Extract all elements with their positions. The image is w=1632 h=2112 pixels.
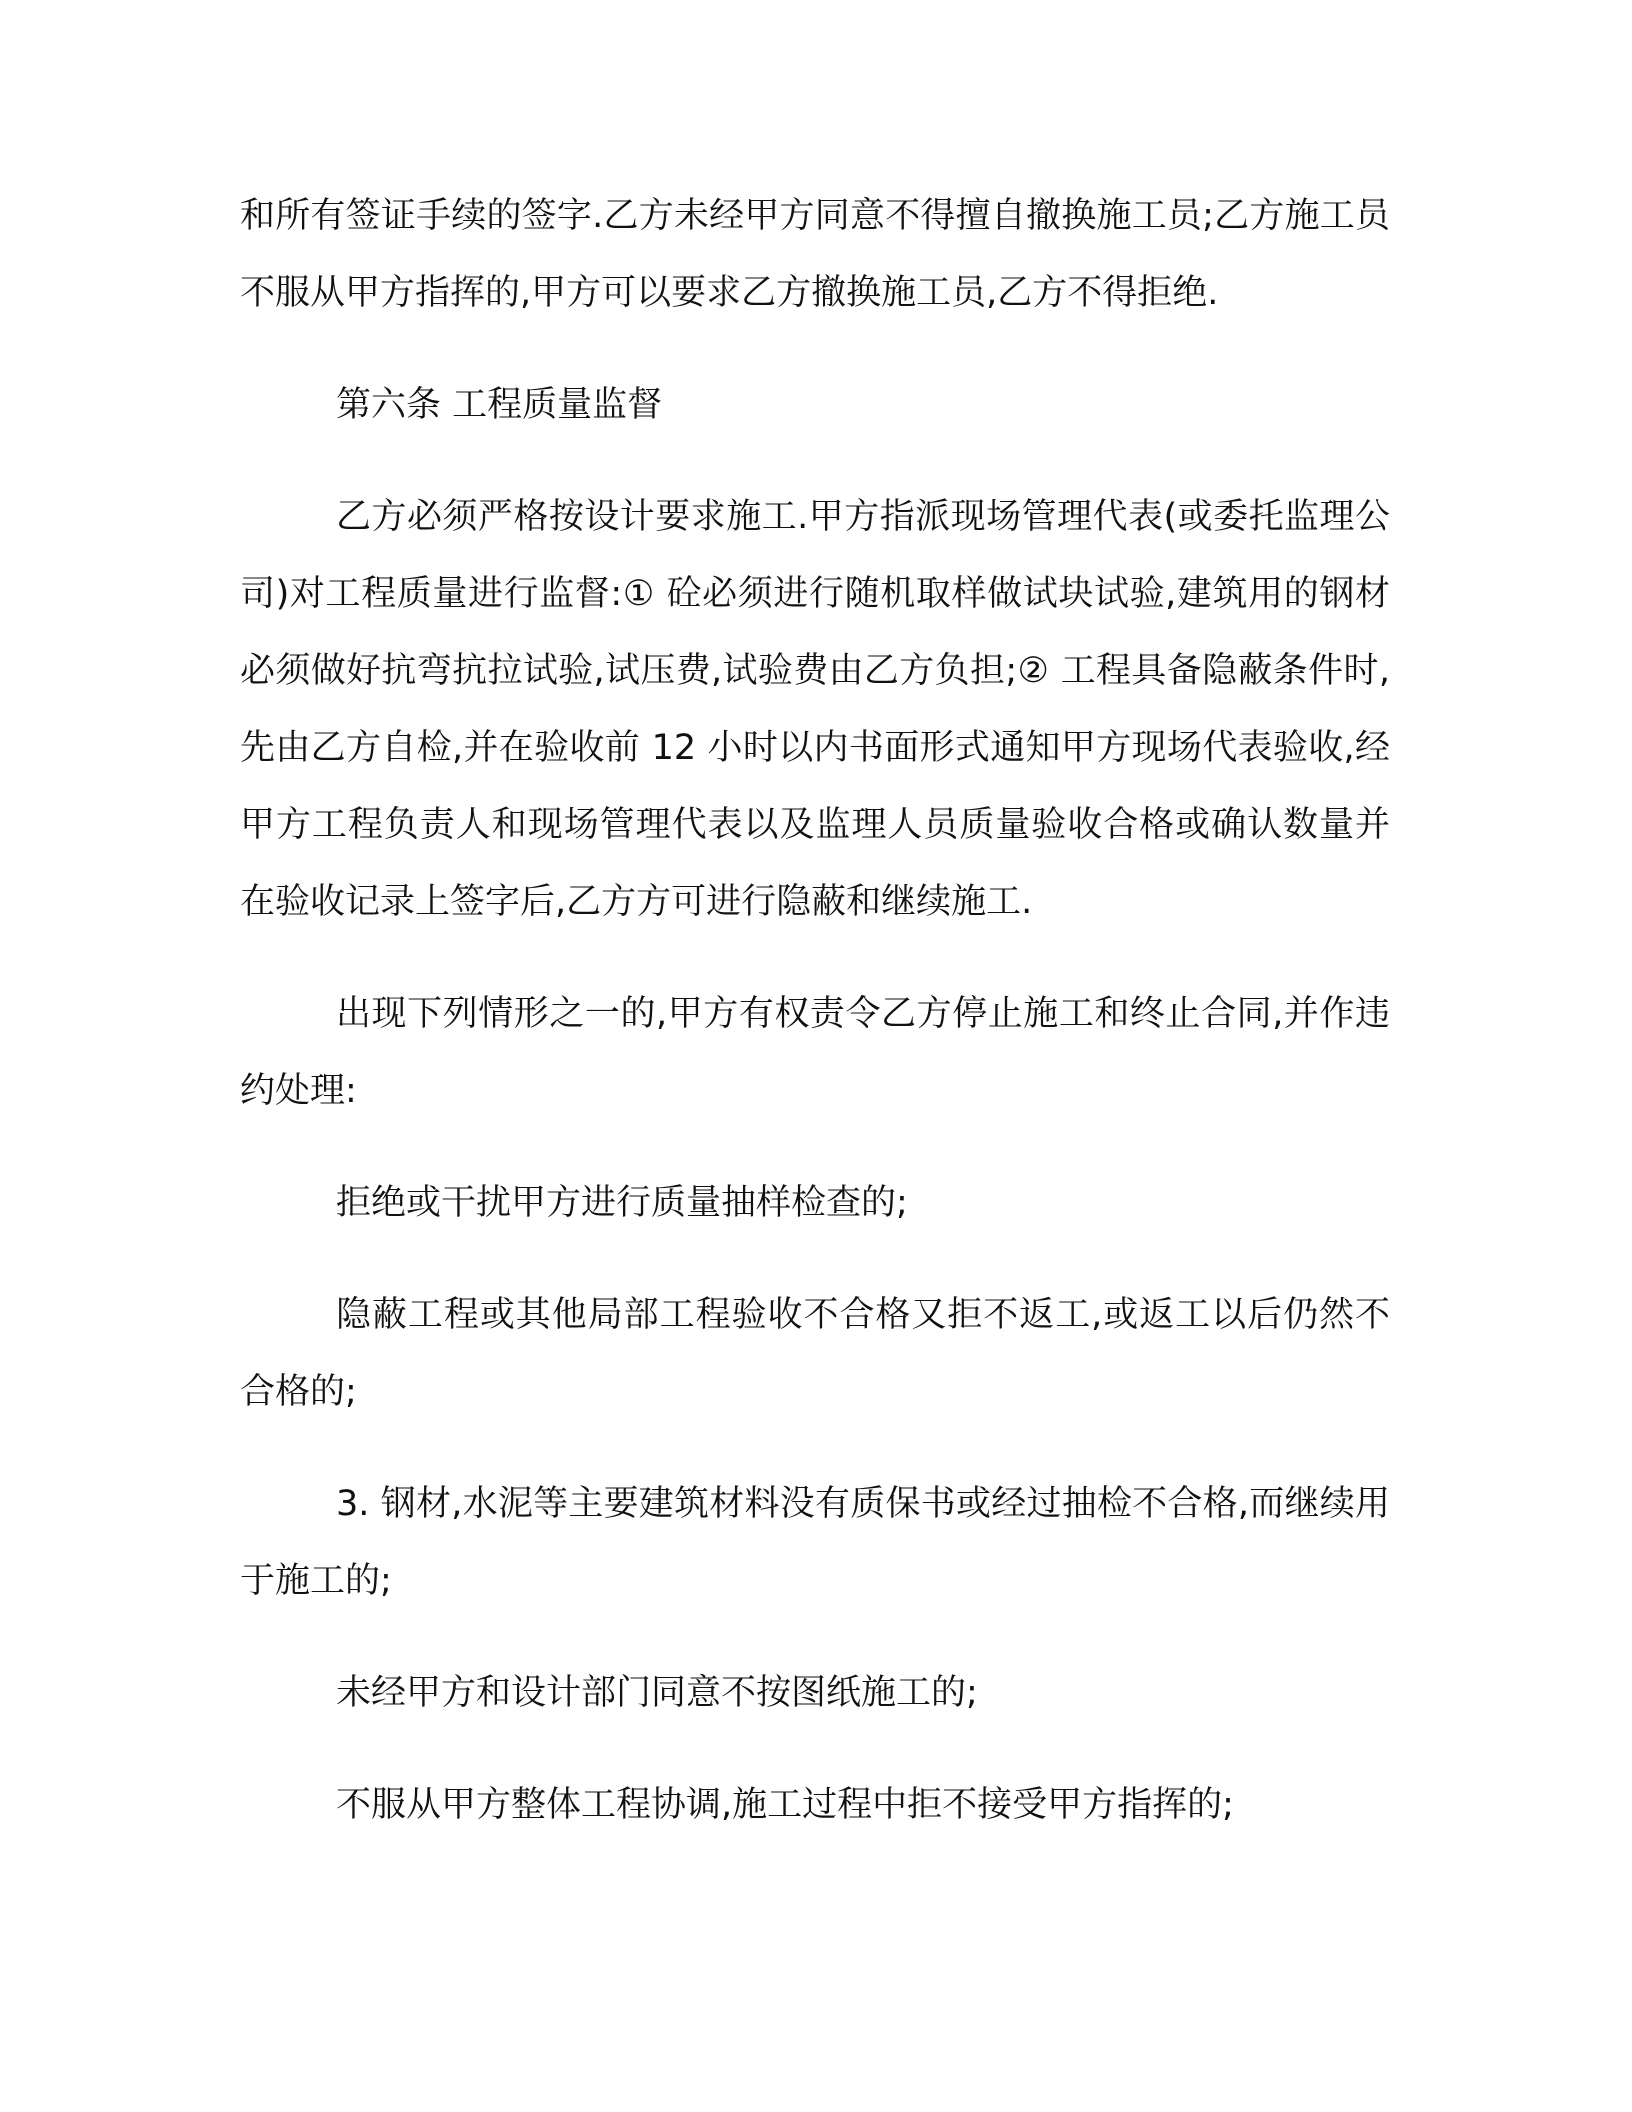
paragraph-quality-supervision: 乙方必须严格按设计要求施工.甲方指派现场管理代表(或委托监理公司)对工程质量进行监督:① 砼必须进行随机取样做试块试验,建筑用的钢材必须做好抗弯抗拉试验,试压费,试验费由乙方负担;② 工程具备隐蔽条件时,先由乙方自检,并在验收前 12 小时以内书面形式通知甲方现场代表验收,经甲方工程负责人和现场管理代表以及监理人员质量验收合格或确认数量并在验收记录上签字后,乙方方可进行隐蔽和继续施工. [240, 497, 1390, 922]
document-body [240, 178, 1390, 1879]
paragraph-continuation: 和所有签证手续的签字.乙方未经甲方同意不得擅自撤换施工员;乙方施工员不服从甲方指挥的,甲方可以要求乙方撤换施工员,乙方不得拒绝. [240, 196, 1390, 313]
list-item: 不服从甲方整体工程协调,施工过程中拒不接受甲方指挥的; [336, 1785, 1234, 1825]
article-heading: 第六条 工程质量监督 [336, 385, 663, 425]
list-item: 拒绝或干扰甲方进行质量抽样检查的; [336, 1183, 908, 1223]
paragraph-termination-conditions: 出现下列情形之一的,甲方有权责令乙方停止施工和终止合同,并作违约处理: [240, 994, 1390, 1111]
list-item: 3. 钢材,水泥等主要建筑材料没有质保书或经过抽检不合格,而继续用于施工的; [240, 1484, 1390, 1601]
list-item: 隐蔽工程或其他局部工程验收不合格又拒不返工,或返工以后仍然不合格的; [240, 1295, 1390, 1412]
list-item: 未经甲方和设计部门同意不按图纸施工的; [336, 1673, 978, 1713]
